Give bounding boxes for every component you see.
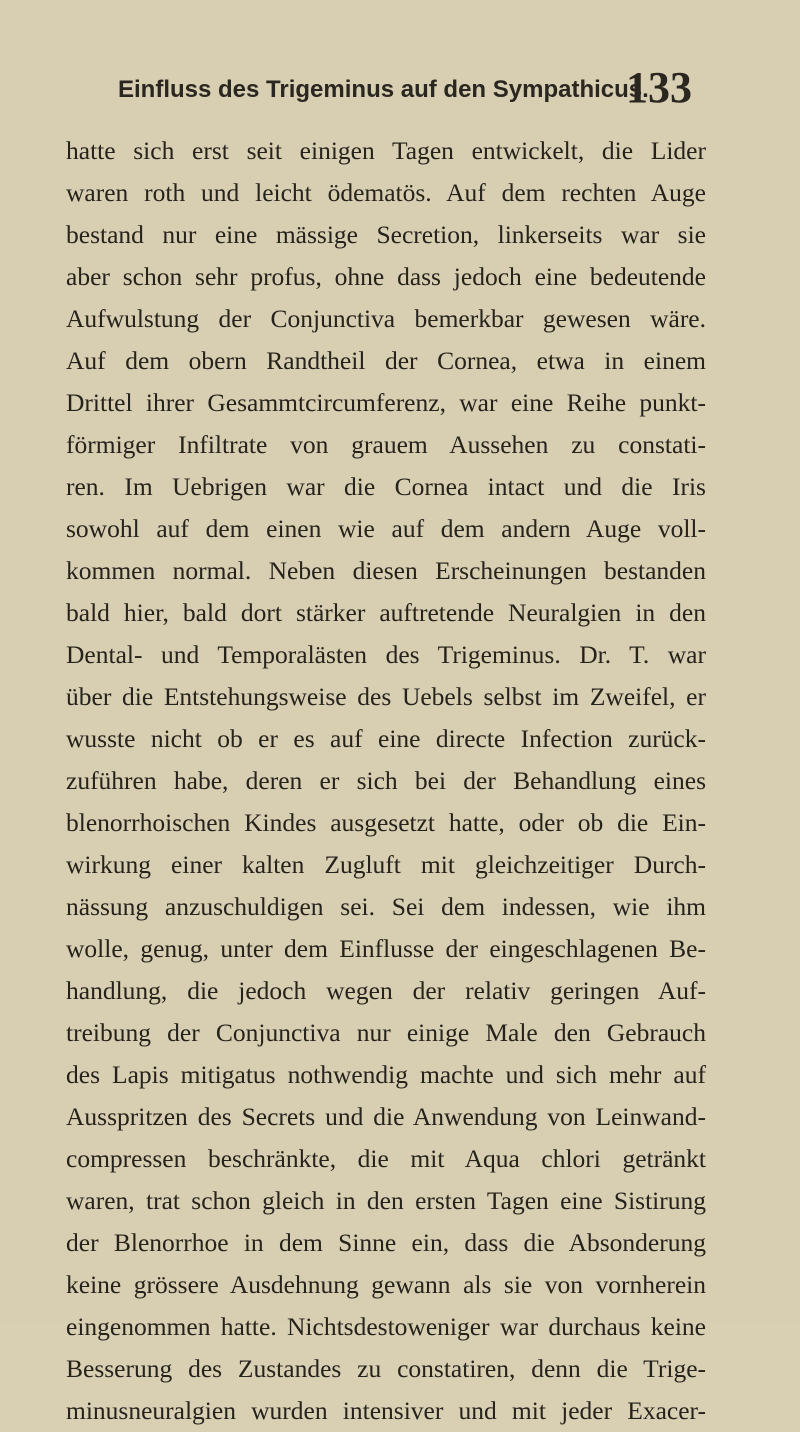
text-line: bald hier, bald dort stärker auftretende Neuralgien in den xyxy=(66,598,706,627)
text-line: waren, trat schon gleich in den ersten Tagen eine Sistirung xyxy=(66,1186,706,1215)
text-line: wirkung einer kalten Zugluft mit gleichzeitiger Durch- xyxy=(66,850,706,879)
page-number: 133 xyxy=(626,63,692,112)
running-title: Einfluss des Trigeminus auf den Sympathicus. xyxy=(118,76,649,103)
text-line: hatte sich erst seit einigen Tagen entwickelt, die Lider xyxy=(66,136,706,165)
text-line: eingenommen hatte. Nichtsdestoweniger war durchaus keine xyxy=(66,1312,706,1341)
text-line: Auf dem obern Randtheil der Cornea, etwa in einem xyxy=(66,346,706,375)
text-line: keine grössere Ausdehnung gewann als sie von vornherein xyxy=(66,1270,706,1299)
text-line: ren. Im Uebrigen war die Cornea intact und die Iris xyxy=(66,472,706,501)
text-line: waren roth und leicht ödematös. Auf dem rechten Auge xyxy=(66,178,706,207)
text-line: über die Entstehungsweise des Uebels selbst im Zweifel, er xyxy=(66,682,706,711)
text-line: Drittel ihrer Gesammtcircumferenz, war eine Reihe punkt- xyxy=(66,388,706,417)
body-text xyxy=(66,130,706,1432)
text-line: kommen normal. Neben diesen Erscheinungen bestanden xyxy=(66,556,706,585)
text-line: Aufwulstung der Conjunctiva bemerkbar gewesen wäre. xyxy=(66,304,706,333)
text-line: handlung, die jedoch wegen der relativ geringen Auf- xyxy=(66,976,706,1005)
text-line: zuführen habe, deren er sich bei der Behandlung eines xyxy=(66,766,706,795)
text-line: der Blenorrhoe in dem Sinne ein, dass die Absonderung xyxy=(66,1228,706,1257)
text-line: des Lapis mitigatus nothwendig machte und sich mehr auf xyxy=(66,1060,706,1089)
text-line: aber schon sehr profus, ohne dass jedoch eine bedeutende xyxy=(66,262,706,291)
text-line: nässung anzuschuldigen sei. Sei dem indessen, wie ihm xyxy=(66,892,706,921)
text-line: bestand nur eine mässige Secretion, linkerseits war sie xyxy=(66,220,706,249)
text-line: minusneuralgien wurden intensiver und mit jeder Exacer- xyxy=(66,1396,706,1425)
text-line: Dental- und Temporalästen des Trigeminus. Dr. T. war xyxy=(66,640,706,669)
text-line: förmiger Infiltrate von grauem Aussehen zu constati- xyxy=(66,430,706,459)
text-line: wolle, genug, unter dem Einflusse der eingeschlagenen Be- xyxy=(66,934,706,963)
text-line: wusste nicht ob er es auf eine directe Infection zurück- xyxy=(66,724,706,753)
text-line: Besserung des Zustandes zu constatiren, denn die Trige- xyxy=(66,1354,706,1383)
text-line: compressen beschränkte, die mit Aqua chlori getränkt xyxy=(66,1144,706,1173)
text-line: blenorrhoischen Kindes ausgesetzt hatte, oder ob die Ein- xyxy=(66,808,706,837)
text-line: Ausspritzen des Secrets und die Anwendung von Leinwand- xyxy=(66,1102,706,1131)
text-line: sowohl auf dem einen wie auf dem andern Auge voll- xyxy=(66,514,706,543)
page-header xyxy=(0,60,800,120)
text-line: treibung der Conjunctiva nur einige Male den Gebrauch xyxy=(66,1018,706,1047)
